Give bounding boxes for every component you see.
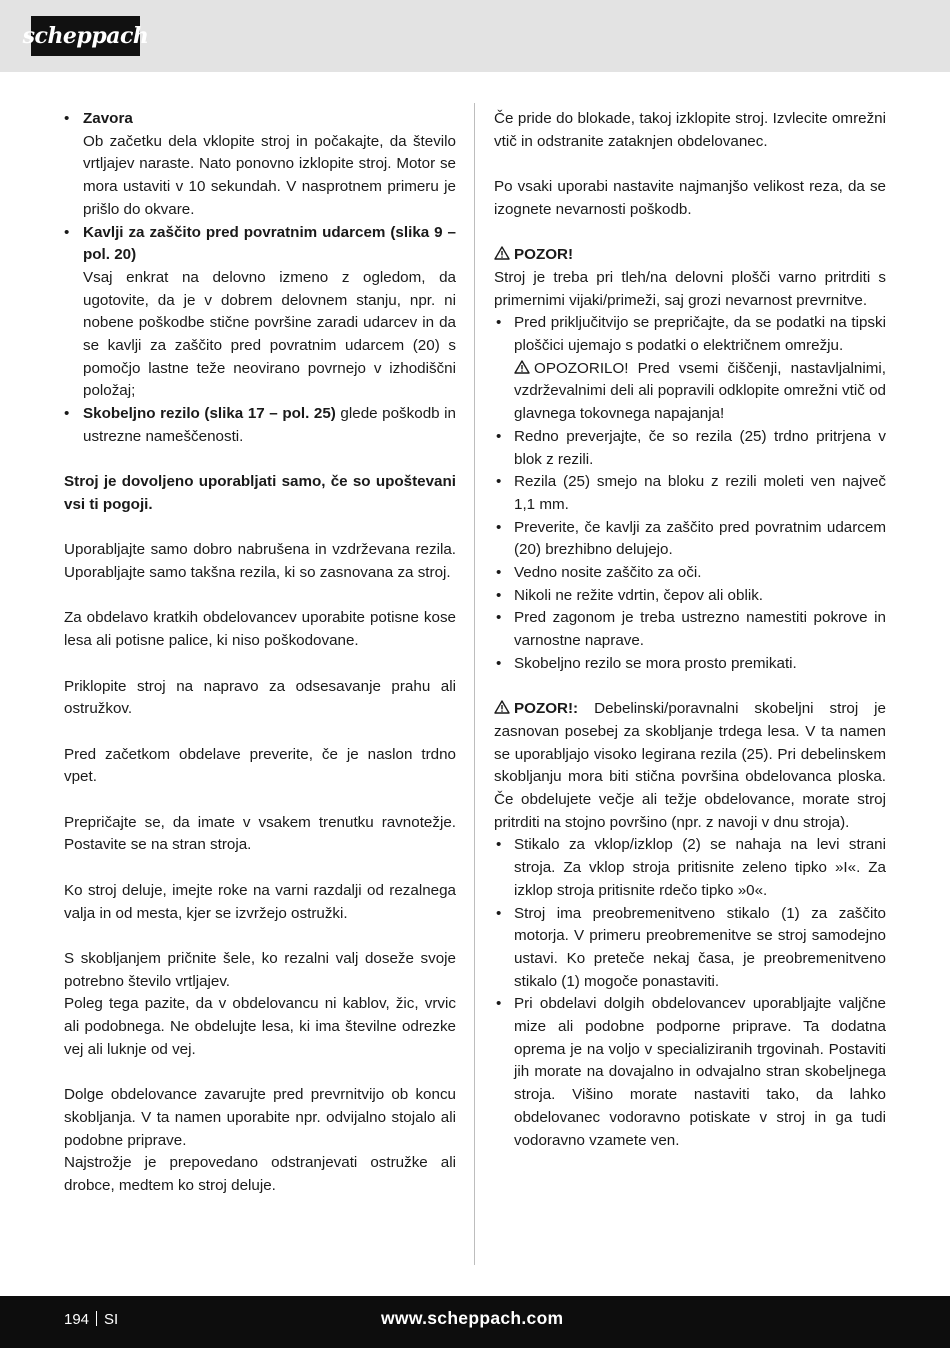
- paragraph: Če pride do blokade, takoj izklopite stroj. Izvlecite omrežni vtič in odstranite zataknjen obdelovanec.: [494, 110, 886, 150]
- paragraph: Poleg tega pazite, da v obdelovancu ni kablov, žic, vrvic ali podobnega. Ne obdelujte lesa, ki ima številne odrezke vej ali luknje od vej.: [64, 995, 456, 1058]
- item-text: Vsaj enkrat na delovno izmeno z ogledom, da ugotovite, da je v dobrem delovnem stanju, npr. ni nobene poškodbe stične površine zaradi udarcev in da se kavlji za zaščito pred povratnim udarcem (20) s pomočjo lastne teže neovirano povrnejo v izhodiščni položaj;: [83, 268, 456, 400]
- item-text: glede poškodb in ustrezne nameščenosti.: [83, 405, 456, 445]
- right-column: [494, 108, 886, 1152]
- item-text: Pred priključitvijo se prepričajte, da se podatki na tipski ploščici ujemajo s podatki o električnem omrežju.: [514, 314, 886, 354]
- item-title: Kavlji za zaščito pred povratnim udarcem (slika 9 – pol. 20): [83, 223, 456, 264]
- paragraph: Uporabljajte samo dobro nabrušena in vzdrževana rezila. Uporabljajte samo takšna rezila, ki so zasnovana za stroj.: [64, 541, 456, 582]
- warning-paragraph: [494, 698, 886, 834]
- warning-triangle-icon: [494, 246, 510, 260]
- list-item: • Preverite, če kavlji za zaščito pred povratnim udarcem (20) brezhibno delujejo.: [494, 517, 886, 562]
- paragraph: Priklopite stroj na napravo za odsesavanje prahu ali ostružkov.: [64, 677, 456, 718]
- column-divider: [474, 103, 475, 1265]
- list-item: [494, 312, 886, 426]
- warning-title: POZOR!: [514, 246, 574, 264]
- warning-title: POZOR!:: [514, 700, 579, 718]
- list-item: • Stikalo za vklop/izklop (2) se nahaja na levi strani stroja. Za vklop stroja pritisnite zeleno tipko »I«. Za izklop stroja pritisnite rdečo tipko »0«.: [494, 834, 886, 902]
- paragraph: Za obdelavo kratkih obdelovancev uporabite potisne kose lesa ali potisne palice, ki niso poškodovane.: [64, 609, 456, 650]
- paragraph: Po vsaki uporabi nastavite najmanjšo velikost reza, da se izognete nevarnosti poškodb.: [494, 178, 886, 218]
- bold-note: Stroj je dovoljeno uporabljati samo, če so upoštevani vsi ti pogoji.: [64, 473, 456, 513]
- separator: [96, 1311, 97, 1326]
- page-indicator: [64, 1311, 118, 1328]
- paragraph: Pred začetkom obdelave preverite, če je naslon trdno vpet.: [64, 745, 456, 786]
- paragraph: Najstrožje je prepovedano odstranjevati ostružke ali drobce, medtem ko stroj deluje.: [64, 1154, 456, 1194]
- header-band: [0, 0, 950, 72]
- list-item-skobeljno: [64, 403, 456, 448]
- item-text: Ob začetku dela vklopite stroj in počakajte, da število vrtljajev naraste. Nato ponovno izklopite stroj. Motor se mora ustaviti v 10 sekundah. V nasprotnem primeru je prišlo do okvare.: [83, 132, 456, 218]
- list-item-zavora: [64, 108, 456, 222]
- paragraph: Stroj je treba pri tleh/na delovni plošči varno pritrditi s primernimi vijaki/primeži, saj grozi nevarnost prevrnitve.: [494, 268, 886, 309]
- item-title: Skobeljno rezilo (slika 17 – pol. 25): [83, 405, 336, 423]
- paragraph: S skobljanjem pričnite šele, ko rezalni valj doseže svoje potrebno število vrtljajev.: [64, 949, 456, 990]
- bullet-list: [494, 312, 886, 675]
- brand-logo: scheppach: [31, 16, 140, 56]
- left-column: [64, 108, 456, 1198]
- paragraph: Prepričajte se, da imate v vsakem trenutku ravnotežje. Postavite se na stran stroja.: [64, 813, 456, 854]
- warning-heading: [494, 244, 886, 267]
- list-item: • Skobeljno rezilo se mora prosto premikati.: [494, 653, 886, 676]
- list-item: • Nikoli ne režite vdrtin, čepov ali oblik.: [494, 585, 886, 608]
- safety-checklist: [64, 108, 456, 449]
- warning-triangle-icon: [514, 360, 530, 374]
- footer-band: [0, 1296, 950, 1348]
- language-code: SI: [104, 1311, 119, 1328]
- list-item: • Redno preverjajte, če so rezila (25) trdno pritrjena v blok z rezili.: [494, 426, 886, 471]
- page-number: 194: [64, 1311, 90, 1328]
- list-item: • Rezila (25) smejo na bloku z rezili moleti ven največ 1,1 mm.: [494, 471, 886, 516]
- list-item: • Pri obdelavi dolgih obdelovancev uporabljajte valjčne mize ali podobne podporne priprave. Ta dodatna oprema je na voljo v specializiranih trgovinah. Postaviti jih morate na dovajalno in odvajalno stran skobeljnega stroja. Višino morate nastaviti tako, da lahko obdelovanec vodoravno potiskate v stroj in ga tudi vodoravno vzamete ven.: [494, 993, 886, 1152]
- list-item: • Vedno nosite zaščito za oči.: [494, 562, 886, 585]
- warning-triangle-icon: [494, 700, 510, 714]
- list-item: • Stroj ima preobremenitveno stikalo (1) za zaščito motorja. V primeru preobremenitve se stroj samodejno ustavi. Ko preteče nekaj časa, je preobremenitveno stikalo (1) mogoče ponastaviti.: [494, 903, 886, 994]
- website-link[interactable]: www.scheppach.com: [381, 1308, 564, 1328]
- list-item-kavlji: [64, 222, 456, 404]
- list-item: • Pred zagonom je treba ustrezno namestiti pokrove in varnostne naprave.: [494, 607, 886, 652]
- bullet-list: [494, 834, 886, 1152]
- paragraph: Ko stroj deluje, imejte roke na varni razdalji od rezalnega valja in od mesta, kjer se izvržejo ostružki.: [64, 881, 456, 922]
- paragraph: Dolge obdelovance zavarujte pred prevrnitvijo ob koncu skobljanja. V ta namen uporabite npr. odvijalno stojalo ali podobne priprave.: [64, 1086, 456, 1149]
- item-title: Zavora: [83, 110, 133, 127]
- warning-text: Debelinski/poravnalni skobeljni stroj je zasnovan posebej za skobljanje trdega lesa. V ta namen se uporabljajo visoko legirana rezila (25). Pri debelinskem skobljanju mora biti stična površina obdelovanca ploska. Če obdelujete večje ali težje obdelovance, morate stroj pritrditi na stojno površino (npr. z navoji v dnu stroja).: [494, 700, 886, 831]
- warning-text: OPOZORILO! Pred vsemi čiščenji, nastavljalnimi, vzdrževalnimi deli ali popravili odklopite omrežni vtič od glavnega tokovnega napajanja!: [514, 359, 886, 423]
